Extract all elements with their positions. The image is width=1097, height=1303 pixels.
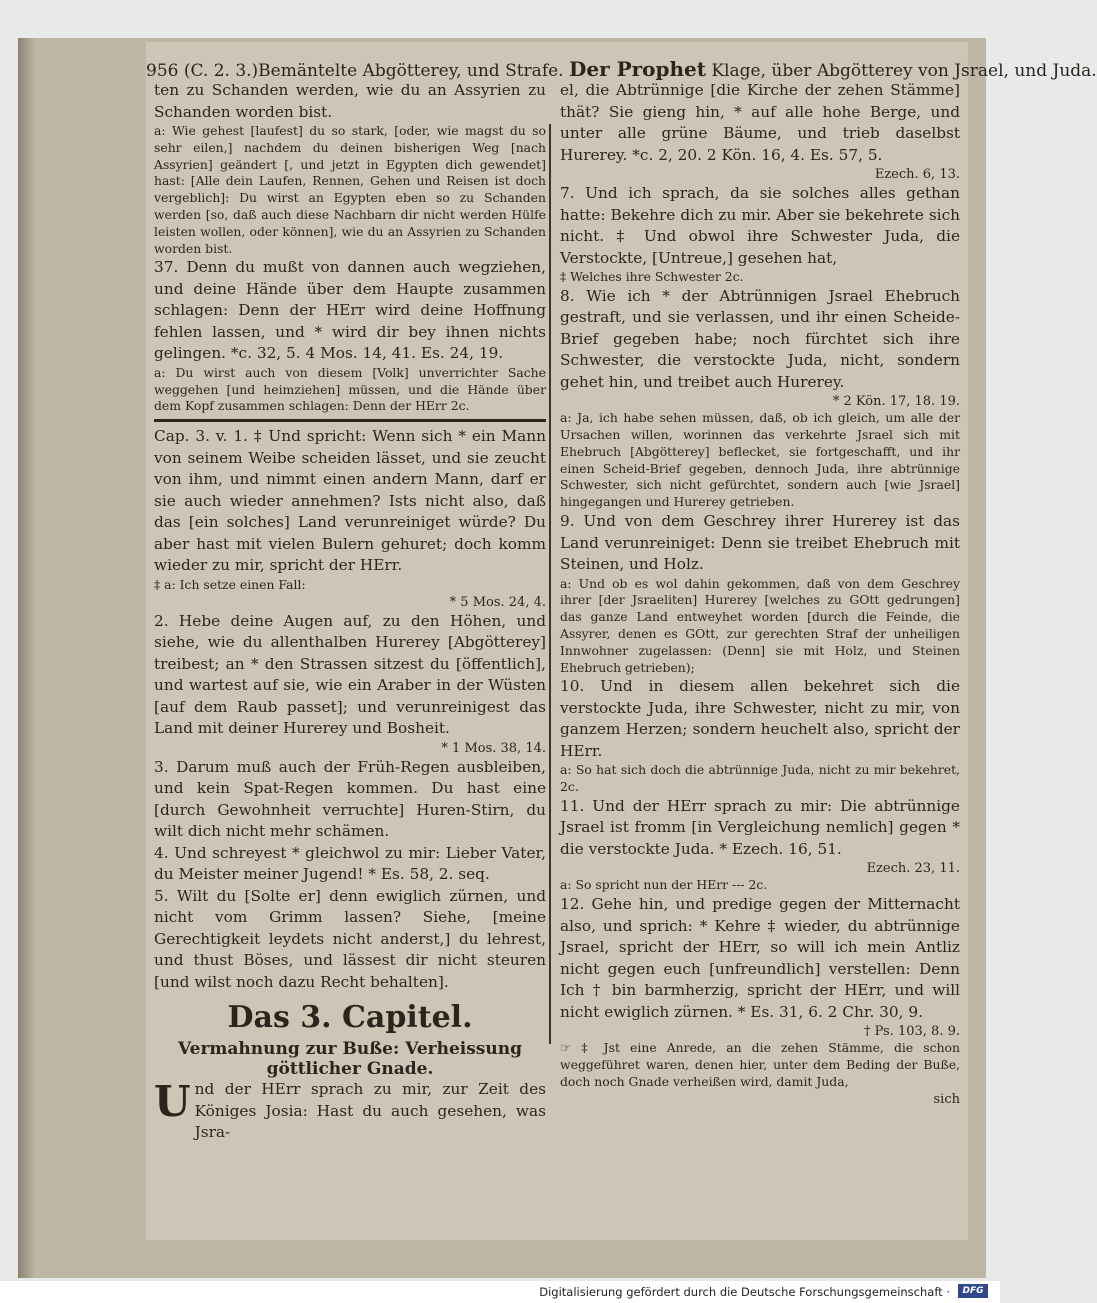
verse-text: ten zu Schanden werden, wie du an Assyrien zu Schanden worden bist. xyxy=(154,81,546,121)
annotation: a: So spricht nun der HErr --- 2c. xyxy=(560,877,768,893)
annotation: a: Wie gehest [laufest] du so stark, [oder, wie magst du so sehr eilen,] nachdem du deinen bisherigen Weg [nach Assyrien] geändert [, und jetzt in Egypten dich gewendet] hast: [Alle dein Laufen, Rennen, Gehen und Reisen ist doch vergeblich]: Du wirst an Egypten eben so zu Schanden werden [so, daß auch diese Nachbarn dir nicht werden Hülfe leisten wollen, oder können], wie du an Assyrien zu Schanden worden bist. xyxy=(154,123,546,256)
verse-text: nd der HErr sprach zu mir, zur Zeit des Königes Josia: Hast du auch gesehen, was Jsra- xyxy=(194,1080,546,1142)
section-rule xyxy=(154,419,546,422)
header-left-text: (C. 2. 3.)Bemäntelte Abgötterey, und Strafe. xyxy=(183,61,564,81)
column-divider xyxy=(549,124,551,1044)
verse-text: 5. Wilt du [Solte er] denn ewiglich zürnen, und nicht vom Grimm lassen? Siehe, [meine Gerechtigkeit leydets nicht anderst,] du lehrest, und thust Böses, und lässest dir nicht steuren [und wilst noch dazu Recht behalten]. xyxy=(154,886,546,991)
text-area xyxy=(146,42,1097,1240)
cross-reference: Ezech. 6, 13. xyxy=(874,167,960,182)
annotation: a: So hat sich doch die abtrünnige Juda, nicht zu mir bekehret, 2c. xyxy=(560,762,960,795)
verse-text: 3. Darum muß auch der Früh-Regen ausbleiben, und kein Spat-Regen kommen. Du hast eine [durch Gewohnheit verruchte] Huren-Stirn, du wilt dich nicht mehr schämen. xyxy=(154,757,546,841)
funding-credit: Digitalisierung gefördert durch die Deutsche Forschungsgemeinschaft · xyxy=(539,1285,950,1299)
verse-text: 7. Und ich sprach, da sie solches alles gethan hatte: Bekehre dich zu mir. Aber sie bekehrete sich nicht. ‡ Und obwol ihre Schwester Juda, die Verstockte, [Untreue,] gesehen hat, xyxy=(560,184,960,267)
verse-text: Cap. 3. v. 1. ‡ Und spricht: Wenn sich * ein Mann von seinem Weibe scheiden lässet, und sie zeucht von ihm, und nimmt einen andern Mann, darf er sie auch wieder annehmen? Ists nicht also, daß das [ein solches] Land verunreiniget würde? Du aber hast mit vielen Bulern gehuret; doch komm wieder zu mir, spricht der HErr. xyxy=(154,427,546,575)
verse-text: 4. Und schreyest * gleichwol zu mir: Lieber Vater, du Meister meiner Jugend! * Es. 58, 2. seq. xyxy=(154,843,546,884)
dfg-logo: DFG xyxy=(958,1284,988,1298)
annotation: ☞ ‡ Jst eine Anrede, an die zehen Stämme, die schon weggeführet waren, denen hier, unter dem Beding der Buße, doch noch Gnade verheißen wird, damit Juda, xyxy=(560,1040,960,1089)
verse-text: 10. Und in diesem allen bekehret sich die verstockte Juda, ihre Schwester, nicht zu mir, von ganzem Herzen; sondern heuchelt also, spricht der HErr. xyxy=(560,677,960,760)
annotation: ‡ a: Ich setze einen Fall: xyxy=(154,576,306,592)
cross-reference: * 1 Mos. 38, 14. xyxy=(441,740,546,756)
verse-text: 37. Denn du mußt von dannen auch wegziehen, und deine Hände über dem Haupte zusammen schlagen: Denn der HErr wird deine Hoffnung fehlen lassen, und * wird dir bey ihnen nichts gelingen. *c. 32, 5. 4 Mos. 14, 41. Es. 24, 19. xyxy=(154,258,546,363)
annotation: a: Ja, ich habe sehen müssen, daß, ob ich gleich, um alle der Ursachen willen, worinnen das verkehrte Jsrael sich mit Ehebruch [Abgötterey] beflecket, sie fortgeschafft, und ihr einen Scheid-Brief gegeben, dennoch Juda, ihre abtrünnige Schwester, sich nicht gefürchtet, sondern auch [wie Jsrael] hingegangen und Hurerey getrieben. xyxy=(560,410,960,510)
annotation: a: Du wirst auch von diesem [Volk] unverrichter Sache weggehen [und heimziehen] müssen, und die Hände über dem Kopf zusammen schlagen: Denn der HErr 2c. xyxy=(154,364,546,414)
drop-cap: U xyxy=(154,1077,191,1127)
verse-text: 11. Und der HErr sprach zu mir: Die abtrünnige Jsrael ist fromm [in Vergleichung nemlich] gegen * die verstockte Juda. * Ezech. 16, 51. xyxy=(560,796,960,858)
chapter-subtitle: Vermahnung zur Buße: Verheissung göttlicher Gnade. xyxy=(178,1039,522,1080)
verse-text: 9. Und von dem Geschrey ihrer Hurerey ist das Land verunreiniget: Denn sie treibet Ehebruch mit Steinen, und Holz. xyxy=(560,512,960,574)
chapter-title: Das 3. Capitel. xyxy=(227,1000,473,1036)
cross-reference: * 5 Mos. 24, 4. xyxy=(449,594,546,610)
left-column xyxy=(154,80,546,1144)
header-center-text: Der Prophet xyxy=(569,57,706,81)
cross-reference: * 2 Kön. 17, 18. 19. xyxy=(832,394,960,410)
right-column xyxy=(560,80,960,1108)
verse-text: 12. Gehe hin, und predige gegen der Mitternacht also, und sprich: * Kehre ‡ wieder, du abtrünnige Jsrael, spricht der HErr, so will ich mein Antliz nicht gegen euch [unfreundlich] verstellen: Denn Ich † bin barmherzig, spricht der HErr, und will nicht ewiglich zürnen. * Es. 31, 6. 2 Chr. 30, 9. xyxy=(560,895,960,1021)
page-number: 956 xyxy=(146,61,179,81)
verse-text: el, die Abtrünnige [die Kirche der zehen Stämme] thät? Sie gieng hin, * auf alle hohe Berge, und unter alle grüne Bäume, und trieb daselbst Hurerey. *c. 2, 20. 2 Kön. 16, 4. Es. 57, 5. xyxy=(560,81,960,164)
digitization-footer xyxy=(0,1281,1000,1303)
catchword: sich xyxy=(933,1091,960,1107)
verse-text: 8. Wie ich * der Abtrünnigen Jsrael Ehebruch gestraft, und sie verlassen, und ihr einen Scheide-Brief gegeben habe; noch fürchtet sich ihre Schwester, die verstockte Juda, nicht, sondern gehet hin, und treibet auch Hurerey. xyxy=(560,286,960,391)
cross-reference: † Ps. 103, 8. 9. xyxy=(864,1024,960,1040)
cross-reference: Ezech. 23, 11. xyxy=(866,861,960,877)
page-binding-shadow xyxy=(18,38,36,1278)
annotation: ‡ Welches ihre Schwester 2c. xyxy=(560,269,744,284)
header-right-text: Klage, über Abgötterey von Jsrael, und Juda. xyxy=(711,61,1097,81)
annotation: a: Und ob es wol dahin gekommen, daß von dem Geschrey ihrer [der Jsraeliten] Hurerey [welches zu GOtt gedrungen] das ganze Land entweyhet worden [durch die Feinde, die Assyrer, denen es GOtt, zur gerechten Straf der unheiligen Innwohner zugelassen: (Denn] sie mit Holz, und Steinen Ehebruch getrieben); xyxy=(560,575,960,675)
verse-text: 2. Hebe deine Augen auf, zu den Höhen, und siehe, wie du allenthalben Hurerey [Abgötterey] treibest; an * den Strassen sitzest du [öffentlich], und wartest auf sie, wie ein Araber in der Wüsten [auf dem Raub passet]; und verunreinigest das Land mit deiner Hurerey und Bosheit. xyxy=(154,611,546,738)
